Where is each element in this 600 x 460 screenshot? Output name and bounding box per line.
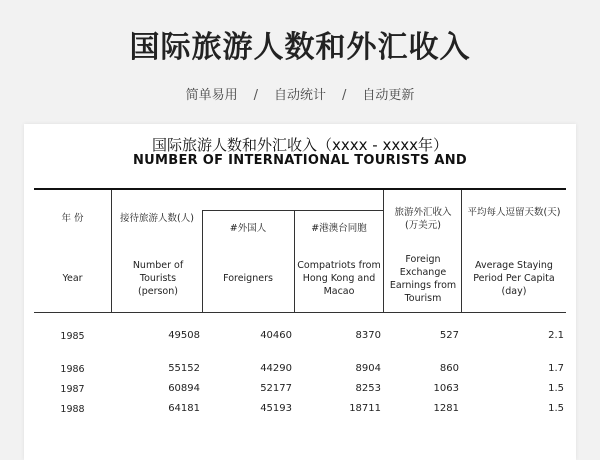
- foreigners-cell: 44290: [260, 363, 292, 374]
- doc-title-en: NUMBER OF INTERNATIONAL TOURISTS AND: [132, 153, 468, 168]
- header-tourists-en: Number of Tourists (person): [132, 260, 184, 297]
- table-top-rule: [34, 188, 566, 190]
- foreigners-cell: 40460: [260, 330, 292, 341]
- tourists-cell: 49508: [168, 330, 200, 341]
- header-tourists-cn: 接待旅游人数(人): [120, 213, 194, 224]
- header-compatriots-cn: #港澳台同胞: [311, 223, 367, 234]
- col-divider: [461, 190, 462, 313]
- feature-tags: [0, 84, 600, 103]
- year-cell: 1988: [60, 404, 85, 415]
- header-year-cn: 年 份: [61, 213, 84, 224]
- subheader-rule: [202, 210, 383, 211]
- tag-auto-stats: 自动统计: [273, 88, 326, 103]
- doc-title-cn: 国际旅游人数和外汇收入（xxxx - xxxx年）: [152, 136, 448, 154]
- year-cell: 1986: [60, 364, 85, 375]
- tourists-cell: 64181: [168, 403, 200, 414]
- header-compatriots-en: Compatriots from Hong Kong and Macao: [297, 260, 381, 297]
- header-earnings-en: Foreign Exchange Earnings from Tourism: [389, 254, 457, 304]
- preview-fade: [24, 424, 576, 460]
- year-cell: 1985: [60, 331, 85, 342]
- earnings-cell: 1063: [433, 383, 459, 394]
- stay-cell: 1.5: [548, 383, 564, 394]
- tourists-cell: 55152: [168, 363, 200, 374]
- compatriots-cell: 8253: [355, 383, 381, 394]
- earnings-cell: 860: [439, 363, 459, 374]
- foreigners-cell: 45193: [260, 403, 292, 414]
- col-divider: [383, 190, 384, 313]
- compatriots-cell: 8904: [355, 363, 381, 374]
- year-cell: 1987: [60, 384, 85, 395]
- document-preview[interactable]: [24, 124, 576, 460]
- tag-separator: /: [342, 88, 347, 103]
- tourists-cell: 60894: [168, 383, 200, 394]
- table-header-rule: [34, 312, 566, 313]
- header-year-en: Year: [62, 273, 83, 284]
- col-divider: [111, 190, 112, 313]
- header-earnings-cn: 旅游外汇收入(万美元): [394, 207, 452, 231]
- tag-separator: /: [253, 88, 258, 103]
- stay-cell: 2.1: [548, 330, 564, 341]
- header-stay-cn: 平均每人逗留天数(天): [467, 207, 561, 218]
- compatriots-cell: 18711: [349, 403, 381, 414]
- tag-auto-update: 自动更新: [362, 88, 415, 103]
- page-title: 国际旅游人数和外汇收入: [129, 30, 471, 65]
- compatriots-cell: 8370: [355, 330, 381, 341]
- header-foreigners-cn: #外国人: [229, 223, 267, 234]
- stay-cell: 1.7: [548, 363, 564, 374]
- earnings-cell: 527: [439, 330, 459, 341]
- header-stay-en: Average Staying Period Per Capita (day): [473, 260, 555, 297]
- foreigners-cell: 52177: [260, 383, 292, 394]
- earnings-cell: 1281: [433, 403, 459, 414]
- header-foreigners-en: Foreigners: [223, 273, 273, 284]
- tag-easy: 简单易用: [185, 88, 238, 103]
- stay-cell: 1.5: [548, 403, 564, 414]
